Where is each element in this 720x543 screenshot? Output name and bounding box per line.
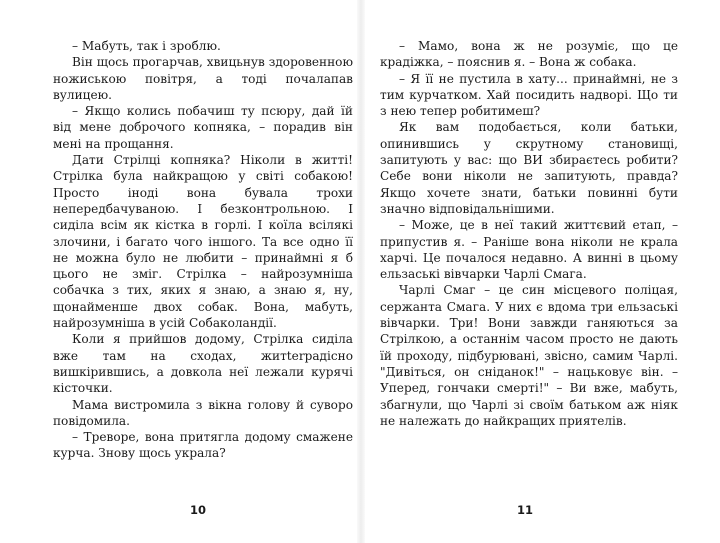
paragraph: Дати Стрілці копняка? Ніколи в житті! Стрілка була найкращою у світі собакою! Просто іноді вона бувала трохи непередбачуваною. І безконтрольною. І сиділа всім як кістка в горлі. І коїла всілякі злочини, і багато чого іншого. Та все одно її не можна було не любити – принаймні я б цього не зміг. Стрілка – найрозумніша собачка з тих, яких я знаю, а знаю я, ну, щонайменше двох собак. Вона, мабуть, найрозумніша в усій Собаколандії. — [53, 153, 353, 331]
paragraph: Він щось прогарчав, хвицьнув здоровенною ножиською повітря, а тоді почалапав вулицею. — [53, 55, 353, 102]
paragraph: – Якщо колись побачиш ту псюру, дай їй від мене доброчого копняка, – порадив він мені на прощання. — [53, 104, 353, 151]
left-page — [53, 38, 353, 462]
page-number-right: 11 — [517, 503, 534, 517]
page-number-left: 10 — [190, 503, 207, 517]
paragraph: – Мамо, вона ж не розуміє, що це крадіжка, – пояснив я. – Вона ж собака. — [380, 39, 678, 70]
paragraph: – Може, це в неї такий життєвий етап, – припустив я. – Раніше вона ніколи не крала харчі. Це почалося недавно. А винні в цьому ельзаські вівчарки Чарлі Смага. — [380, 218, 678, 282]
paragraph: Коли я прийшов додому, Стрілка сиділа вже там на сходах, житterрадісно вишкірившись, а довкола неї лежали курячі кісточки. — [53, 332, 353, 396]
paragraph: – Треворе, вона притягла додому смажене курча. Знову щось украла? — [53, 430, 353, 461]
book-gutter — [357, 0, 365, 543]
right-page — [380, 38, 678, 429]
paragraph: Як вам подобається, коли батьки, опинившись у скрутному становищі, запитують у вас: що ВИ збираєтесь робити? Себе вони ніколи не запитують, правда? Якщо хочете знати, батьки повинні бути значно відповідальнішими. — [380, 120, 678, 216]
paragraph: – Мабуть, так і зроблю. — [72, 39, 221, 53]
paragraph: Мама вистромила з вікна голову й суворо повідомила. — [53, 397, 353, 428]
paragraph: – Я її не пустила в хату... принаймні, не з тим курчатком. Хай посидить надворі. Що ти з нею тепер робитимеш? — [380, 71, 678, 119]
paragraph: Чарлі Смаг – це син місцевого поліцая, сержанта Смага. У них є вдома три ельзаські вівчарки. Три! Вони завжди ганяються за Стрілкою, а останнім часом просто не дають їй проходу, підбурювані, звісно, самим Чарлі. "Дивіться, он сніданок!" – нацьковує він. – Уперед, гончаки смерті!" – Ви вже, мабуть, збагнули, що Чарлі зі своїм батьком аж ніяк не належать до найкращих приятелів. — [380, 283, 678, 428]
